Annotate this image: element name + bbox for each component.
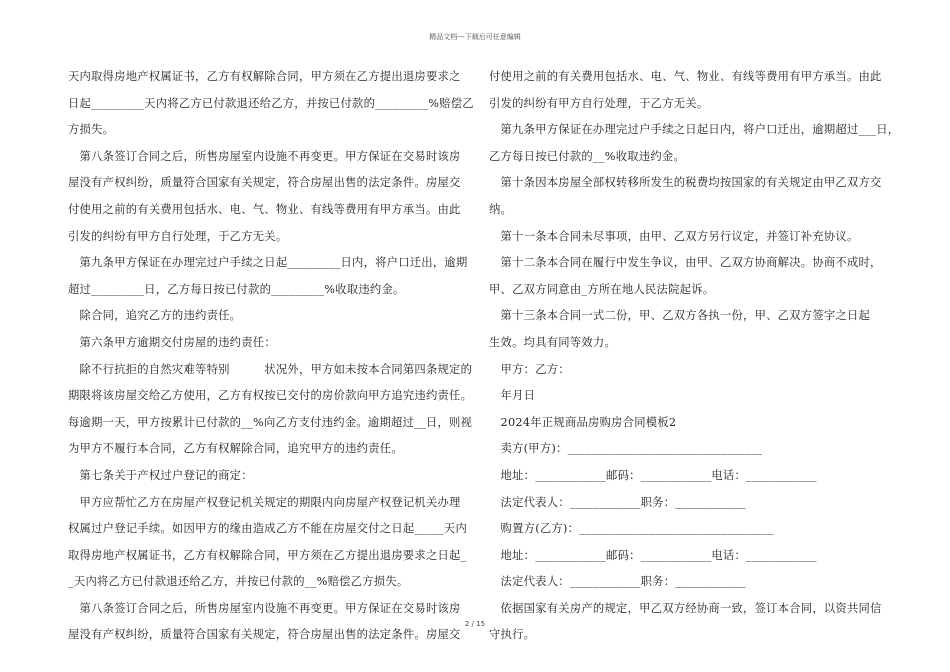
page-number: 2 / 15 [464,620,486,628]
text-line: 第六条甲方逾期交付房屋的违约责任： [68,335,276,349]
buyer-representative-field: 法定代表人：____________职务：____________ [489,575,747,589]
text-line: 第七条关于产权过户登记的商定： [68,468,253,482]
text-line: 超过_________日，乙方每日按已付款的_________%收取违约金。 [68,282,405,296]
text-line: 甲方：乙方： [489,362,570,376]
text-line: 第十条因本房屋全部权转移所发生的税费均按国家的有关规定由甲乙双方交 [489,176,882,190]
text-line: 依据国家有关房产的规定，甲乙双方经协商一致，签订本合同，以资共同信 [489,601,882,615]
text-line: 每逾期一天，甲方按累计已付款的__%向乙方支付违约金。逾期超过__日，则视 [68,415,473,429]
buyer-field: 购置方(乙方)：_________________________________ [489,522,774,536]
text-line: 纳。 [489,202,513,216]
left-column [68,64,474,649]
seller-field: 卖方(甲方)：_________________________________ [489,442,763,456]
text-line: 引发的纠纷有甲方自行处理，于乙方无关。 [489,96,709,110]
text-line: 第九条甲方保证在办理完过户手续之日起日内，将户口迁出，逾期超过___日， [489,123,900,137]
text-line: 取得房地产权属证书，乙方有权解除合同，甲方须在乙方提出退房要求之日起_ [68,548,467,562]
text-line: 第十二条本合同在履行中发生争议，由甲、乙双方协商解决。协商不成时， [489,256,882,270]
seller-representative-field: 法定代表人：____________职务：____________ [489,495,747,509]
text-line: 付使用之前的有关费用包括水、电、气、物业、有线等费用有甲方承当。由此 [68,202,461,216]
text-line: 第八条签订合同之后，所售房屋室内设施不再变更。甲方保证在交易时该房 [68,149,461,163]
page-header: 精品文档---下载后可任意编辑 [429,33,521,41]
buyer-address-field: 地址：____________邮码：____________电话：____________ [489,548,817,562]
text-line: _天内将乙方已付款退还给乙方，并按已付款的__%赔偿乙方损失。 [68,575,409,589]
doc-subtitle: 2024年正规商品房购房合同模板2 [489,415,677,429]
text-line: 第十三条本合同一式二份，甲、乙双方各执一份，甲、乙双方签字之日起 [489,309,871,323]
text-line: 甲、乙双方同意由_方所在地人民法院起诉。 [489,282,715,296]
text-line: 日起_________天内将乙方已付款退还给乙方，并按已付款的_________%赔偿乙 [68,96,474,110]
text-line: 乙方每日按已付款的__%收取违约金。 [489,149,685,163]
text-line: 天内取得房地产权属证书，乙方有权解除合同，甲方须在乙方提出退房要求之 [68,70,461,83]
text-line: 权属过户登记手续。如因甲方的缘由造成乙方不能在房屋交付之日起_____天内 [68,522,467,536]
text-line: 第九条甲方保证在办理完过户手续之日起_________日内，将户口迁出，逾期 [68,256,468,270]
text-line: 引发的纠纷有甲方自行处理，于乙方无关。 [68,229,288,243]
text-line: 屋没有产权纠纷，质量符合国家有关规定，符合房屋出售的法定条件。房屋交 [68,176,461,190]
text-line: 屋没有产权纠纷，质量符合国家有关规定，符合房屋出售的法定条件。房屋交 [68,628,461,642]
text-line: 期限将该房屋交给乙方使用，乙方有权按已交付的房价款向甲方追究违约责任。 [68,389,473,403]
text-line: 第八条签订合同之后，所售房屋室内设施不再变更。甲方保证在交易时该房 [68,601,461,615]
text-line: 第十一条本合同未尽事项，由甲、乙双方另行议定，并签订补充协议。 [489,229,859,243]
text-line: 除合同，追究乙方的违约责任。 [68,309,242,323]
seller-address-field: 地址：____________邮码：____________电话：____________ [489,468,817,482]
text-line: 除不行抗拒的自然灾难等特别 状况外，甲方如未按本合同第四条规定的 [68,362,473,376]
text-line: 甲方应帮忙乙方在房屋产权登记机关规定的期限内向房屋产权登记机关办理 [68,495,461,509]
text-line: 付使用之前的有关费用包括水、电、气、物业、有线等费用有甲方承当。由此 [489,70,882,83]
text-line: 守执行。 [489,628,536,642]
text-line: 年月日 [489,389,536,403]
text-line: 生效。均具有同等效力。 [489,335,617,349]
right-column [489,64,900,649]
text-line: 为甲方不履行本合同，乙方有权解除合同，追究甲方的违约责任。 [68,442,403,456]
text-line: 方损失。 [68,123,115,137]
